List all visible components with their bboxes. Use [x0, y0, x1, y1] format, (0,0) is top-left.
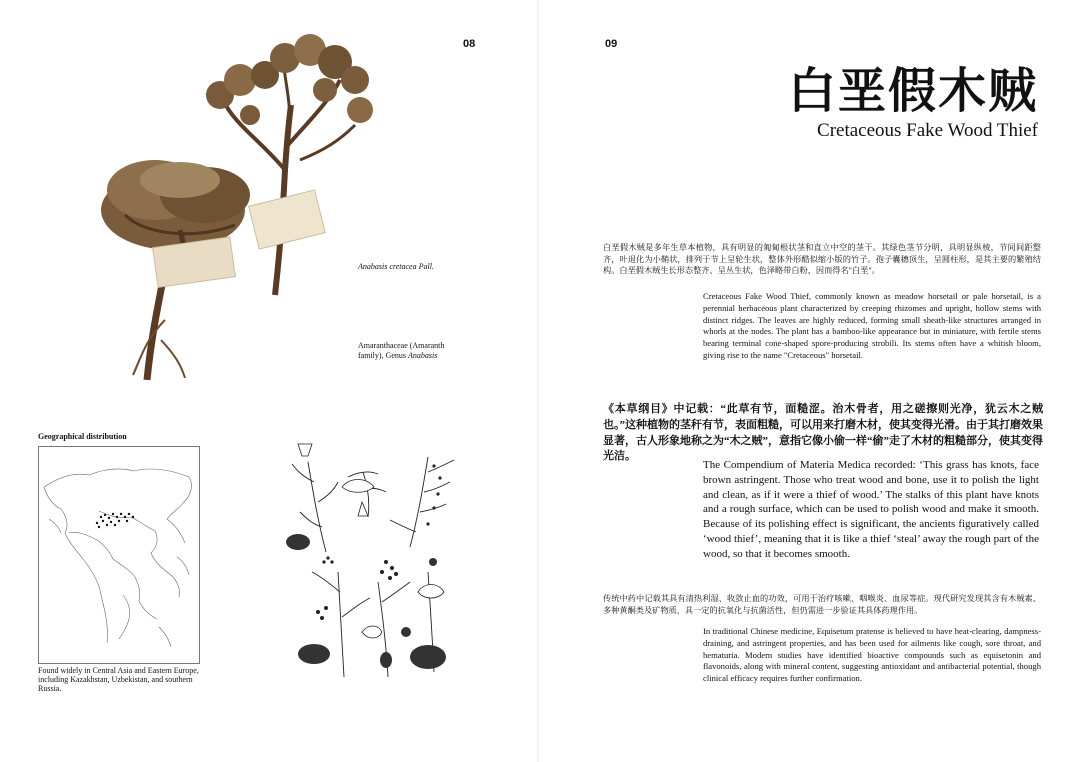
family-caption: [358, 341, 458, 361]
paragraph-1-chinese: 白垩假木贼是多年生草本植物，具有明显的匍匐根状茎和直立中空的茎干。其绿色茎节分明，具明显纵棱，节间间距整齐，叶退化为小鞘状，排列于节上呈轮生状，整体外形酷似缩小版的竹子。孢子囊穗顶生，呈圆柱形，是其主要的繁殖结构。白垩假木贼生长形态整齐、呈丛生状，色泽略带白粉，因而得名"白垩"。: [603, 243, 1041, 276]
family-caption-text: Amaranthaceae (Amaranth family), Genus: [358, 341, 445, 360]
paragraph-2-chinese: 《本草纲目》中记载：“此草有节，面糙涩。治木骨者，用之磋擦则光净，犹云木之贼也。”这种植物的茎秆有节，表面粗糙，可以用来打磨木材，使其变得光滑。由于其打磨效果显著，古人形象地称之为“木之贼”，意指它像小偷一样“偷”走了木材的粗糙部分，使其变得光洁。: [603, 403, 1043, 463]
right-page: [539, 0, 1078, 762]
botanical-illustration: [278, 432, 466, 694]
specimen-left-plant: [101, 160, 250, 380]
geo-note: Found widely in Central Asia and Eastern Europe, including Kazakhstan, Uzbekistan, and southern Russia.: [38, 666, 199, 693]
page-number-right: 09: [605, 38, 618, 50]
page-number-left: 08: [463, 38, 476, 50]
distribution-map: [38, 446, 200, 664]
specimen-caption: Anabasis cretacea Pall.: [358, 262, 434, 271]
paragraph-3-english: In traditional Chinese medicine, Equisetum pratense is believed to have heat-clearing, dampness-draining, and astringent properties, and has been used for ailments like cough, sore throat, and hematuria. Modern studies have identified bioactive compounds such as equisetonin and flavonoids, along with mineral content, suggesting antioxidant and antibacterial potential, though clinical efficacy requires further confirmation.: [703, 626, 1041, 684]
title-english: Cretaceous Fake Wood Thief: [817, 120, 1038, 141]
specimen-photo: [85, 20, 380, 380]
paragraph-1-english: Cretaceous Fake Wood Thief, commonly known as meadow horsetail or pale horsetail, is a perennial herbaceous plant characterized by creeping rhizomes and upright, hollow stems with distinct ridges. The leaves are highly reduced, forming small sheath-like structures arranged in whorls at the nodes. The plant has a bamboo-like appearance but in miniature, with fertile stems bearing terminal cone-shaped spore-producing strobili. Its stems often have a whitish bloom, giving rise to the name "Cretaceous" horsetail.: [703, 291, 1041, 360]
title-chinese: 白垩假木贼: [787, 63, 1038, 119]
paragraph-3-chinese: 传统中药中记载其具有清热利湿、收敛止血的功效，可用于治疗咳嗽、咽喉炎、血尿等症。现代研究发现其含有木贼素、多种黄酮类及矿物质，具一定的抗氧化与抗菌活性，但仍需进一步验证其具体药理作用。: [603, 594, 1041, 615]
geo-title: Geographical distribution: [38, 432, 127, 441]
paragraph-2-english: The Compendium of Materia Medica recorded: ‘This grass has knots, face brown astringent. Those who treat wood and bone, use it to polish the light and clean, as if it were a thief of wood.’ The stalks of this plant have knots and a rough surface, which can be used to polish wood and make it smooth. Because of its polishing effect is significant, the ancients figuratively called ‘wood thief’, meaning that it is like a thief ‘steal’ away the rough part of the wood, so that it becomes smooth.: [703, 459, 1039, 560]
family-caption-genus: Anabasis: [408, 351, 438, 360]
